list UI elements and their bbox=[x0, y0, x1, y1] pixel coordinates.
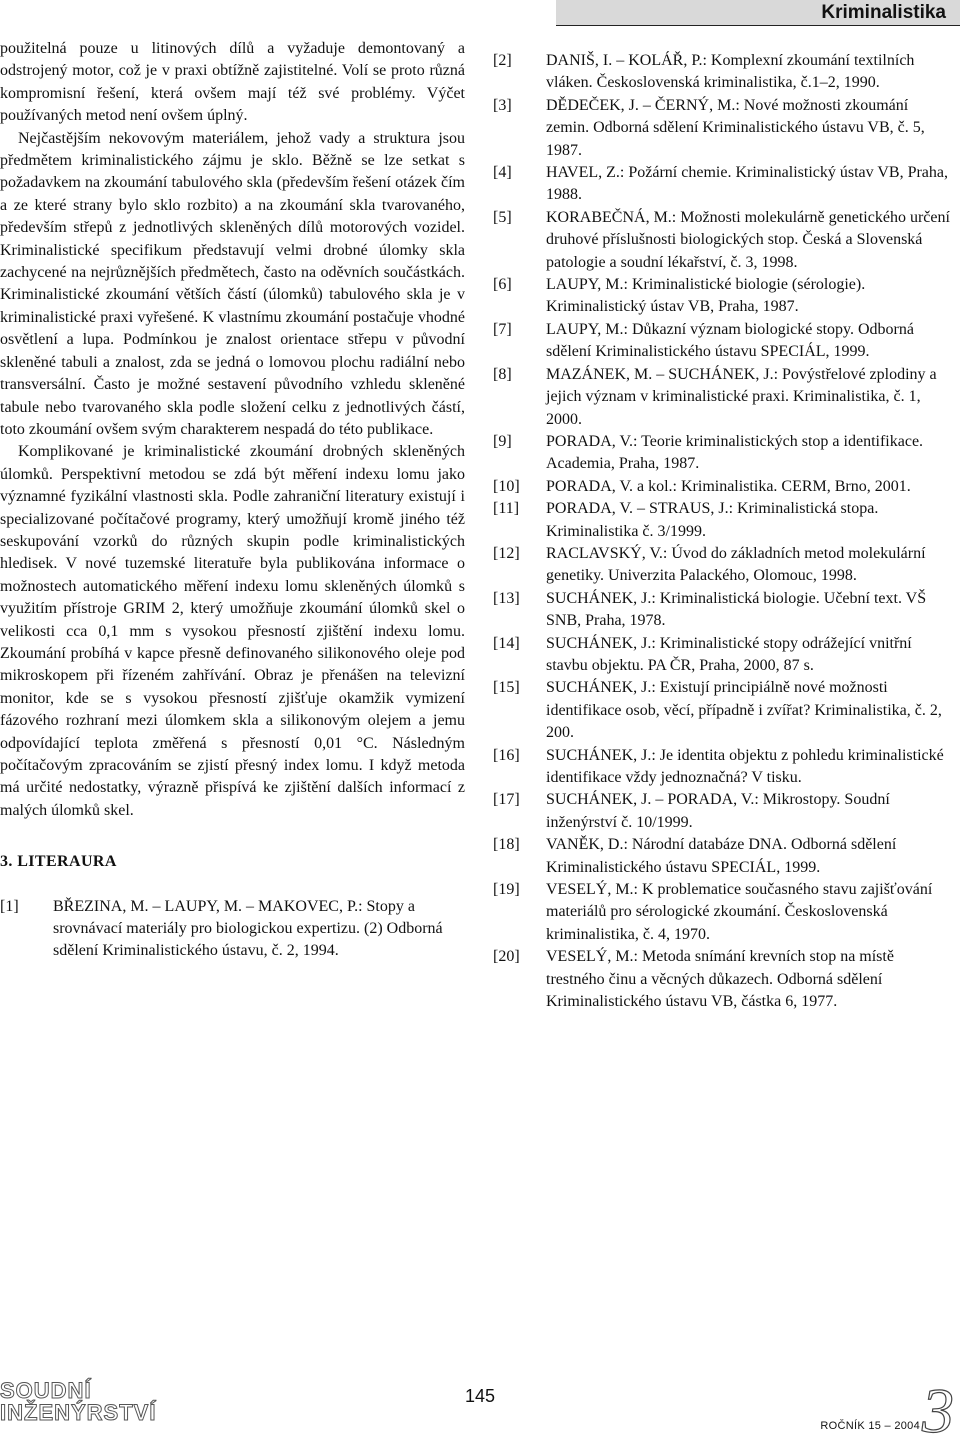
journal-logo bbox=[0, 1378, 157, 1425]
page-number: 145 bbox=[464, 1386, 496, 1406]
reference-text: SUCHÁNEK, J.: Kriminalistická biologie. Učební text. VŠ SNB, Praha, 1978. bbox=[546, 589, 927, 630]
reference-item bbox=[493, 834, 955, 879]
reference-text: BŘEZINA, M. – LAUPY, M. – MAKOVEC, P.: Stopy a srovnávací materiály pro biologickou expertizu. (2) Odborná sdělení Kriminalistického ústavu, č. 2, 1994. bbox=[53, 897, 443, 960]
reference-item bbox=[493, 789, 955, 834]
reference-number: [9] bbox=[493, 432, 512, 450]
reference-text: KORABEČNÁ, M.: Možnosti molekulárně genetického určení druhové příslušnosti biologických stop. Česká a Slovenská patologie a soudní lékařství, č. 3, 1998. bbox=[546, 208, 950, 271]
reference-text: SUCHÁNEK, J. – PORADA, V.: Mikrostopy. Soudní inženýrství č. 10/1999. bbox=[546, 791, 890, 831]
reference-text: PORADA, V.: Teorie kriminalistických stop a identifikace. Academia, Praha, 1987. bbox=[546, 432, 924, 473]
reference-text: DANIŠ, I. – KOLÁŘ, P.: Komplexní zkoumání textilních vláken. Československá kriminalistika, č.1–2, 1990. bbox=[546, 52, 915, 92]
reference-number: [1] bbox=[0, 897, 19, 915]
reference-number: [11] bbox=[493, 500, 520, 518]
reference-item bbox=[493, 633, 955, 678]
reference-item bbox=[493, 745, 955, 790]
reference-text: PORADA, V. – STRAUS, J.: Kriminalistická stopa. Kriminalistika č. 3/1999. bbox=[546, 500, 879, 540]
reference-number: [18] bbox=[493, 836, 520, 854]
reference-item bbox=[493, 879, 955, 946]
logo-line: SOUDNÍ bbox=[0, 1378, 92, 1403]
reference-item bbox=[493, 431, 955, 476]
issue-label: ROČNÍK 15 – 2004 bbox=[820, 1420, 920, 1432]
reference-item bbox=[493, 207, 955, 274]
reference-item bbox=[493, 162, 955, 207]
reference-number: [7] bbox=[493, 320, 512, 338]
reference-item bbox=[493, 588, 955, 633]
reference-text: SUCHÁNEK, J.: Kriminalistické stopy odrážející vnitřní stavbu objektu. PA ČR, Praha, 2000, 87 s. bbox=[546, 634, 912, 674]
reference-item bbox=[493, 498, 955, 543]
section-heading: 3. LITERAURA bbox=[0, 853, 117, 871]
reference-number: [8] bbox=[493, 365, 512, 383]
logo-line: INŽENÝRSTVÍ bbox=[0, 1400, 157, 1425]
reference-number: [10] bbox=[493, 477, 520, 495]
reference-number: [2] bbox=[493, 52, 512, 69]
reference-number: [19] bbox=[493, 881, 520, 899]
reference-text: DĚDEČEK, J. – ČERNÝ, M.: Nové možnosti zkoumání zemin. Odborná sdělení Kriminalistického ústavu VB, č. 5, 1987. bbox=[546, 96, 925, 159]
reference-text: MAZÁNEK, M. – SUCHÁNEK, J.: Povýstřelové zplodiny a jejich význam v kriminalistické praxi. Kriminalistika, č. 1, 2000. bbox=[546, 365, 937, 428]
reference-item bbox=[493, 50, 955, 95]
reference-item bbox=[493, 274, 955, 319]
reference-text: SUCHÁNEK, J.: Existují principiálně nové možnosti identifikace osob, věcí, případně i zvířat? Kriminalistika, č. 2, 200. bbox=[546, 679, 942, 742]
reference-item bbox=[493, 476, 955, 498]
reference-text: LAUPY, M.: Kriminalistické biologie (sérologie). Kriminalistický ústav VB, Praha, 1987. bbox=[546, 276, 866, 316]
header-title: Kriminalistika bbox=[556, 0, 960, 26]
reference-text: SUCHÁNEK, J.: Je identita objektu z pohledu kriminalistické identifikace vždy jednoznačná? V tisku. bbox=[546, 746, 944, 786]
reference-number: [20] bbox=[493, 948, 520, 966]
reference-item bbox=[0, 896, 465, 963]
reference-number: [3] bbox=[493, 96, 512, 114]
reference-text: RACLAVSKÝ, V.: Úvod do základních metod molekulární genetiky. Univerzita Palackého, Olomouc, 1998. bbox=[546, 544, 926, 585]
reference-item bbox=[493, 95, 955, 162]
reference-list bbox=[493, 50, 955, 1013]
reference-text: VANĚK, D.: Národní databáze DNA. Odborná sdělení Kriminalistického ústavu SPECIÁL, 1999. bbox=[546, 836, 897, 876]
issue-number: 3 bbox=[922, 1375, 954, 1446]
reference-item bbox=[493, 319, 955, 364]
reference-number: [13] bbox=[493, 589, 520, 607]
reference-item bbox=[493, 946, 955, 1013]
reference-text: VESELÝ, M.: K problematice současného stavu zajišťování materiálů pro sérologické zkoumání. Československá kriminalistika, č. 4, 1970. bbox=[546, 881, 933, 943]
body-paragraph: Komplikované je kriminalistické zkoumání drobných skleněných úlomků. Perspektivní metodou se zdá být měření indexu lomu jako významné fyzikální vlastnosti skla. Podle zahraniční literatury existují i specializované počítačové programy, který umožňují kromě jiného též seskupování vzorků do různých skupin podle kriminalistických hledisek. V nové tuzemské literatuře byla publikována informace o možnostech automatického měření indexu lomu skleněných úlomků s využitím přístroje GRIM 2, který umožňuje zkoumání úlomků skel o velikosti cca 0,1 mm s vysokou přesností zjištění indexu lomu. Zkoumání probíhá v kapce přesně definovaného silikonového oleje pod mikroskopem při řízeném zahřívání. Obraz je přenášen na televizní monitor, kde se s vysokou přesností zjišťuje okamžik vymizení fázového rozhraní mezi úlomkem skla a silikonovým olejem a jemu odpovídající teplota změřená s přesností 0,01 °C. Následným počítačovým zpracováním se zjistí přesný index lomu. I když metoda má určité nedostatky, výrazně přispívá ke zjištění dalších informací z malých úlomků skel. bbox=[0, 443, 465, 819]
reference-number: [12] bbox=[493, 544, 520, 562]
reference-item bbox=[493, 543, 955, 588]
reference-text: HAVEL, Z.: Požární chemie. Kriminalistický ústav VB, Praha, 1988. bbox=[546, 164, 949, 204]
reference-number: [16] bbox=[493, 746, 520, 764]
body-paragraph: Nejčastějším nekovovým materiálem, jehož vady a struktura jsou předmětem kriminalistického zájmu je sklo. Běžně se lze setkat s požadavkem na zkoumání tabulového skla (především řešení otázek čím a ze které strany bylo sklo rozbito) a na zkoumání skla tvarovaného, především střepů z jednotlivých skleněných dílů motorových vozidel. Kriminalistické specifikum představují velmi drobné úlomky skla zachycené na nejrůznějších předmětech, často na oděvních součástkách. Kriminalistické zkoumání větších částí (úlomků) tabulového skla je v kriminalistické praxi vyřešené. K vlastnímu zkoumání postačuje vhodné osvětlení a lupa. Podmínkou je znalost orientace střepu v původní skleněné tabuli a znalost, zda se jedná o lomovou plochu radiální nebo transversální. Často je možné sestavení původního vzhledu skleněné tabule nebo tvarovaného skla podle složení celku z jednotlivých částí, toto zkoumání ovšem svým charakterem nespadá do této publikace. bbox=[0, 129, 465, 438]
reference-number: [4] bbox=[493, 164, 512, 182]
reference-number: [6] bbox=[493, 276, 512, 294]
reference-number: [5] bbox=[493, 208, 512, 226]
reference-text: LAUPY, M.: Důkazní význam biologické stopy. Odborná sdělení Kriminalistického ústavu SPECIÁL, 1999. bbox=[546, 320, 914, 361]
reference-number: [14] bbox=[493, 634, 520, 652]
reference-number: [15] bbox=[493, 679, 520, 697]
reference-item bbox=[493, 364, 955, 431]
body-paragraph: použitelná pouze u litinových dílů a vyžaduje demontovaný a odstrojený motor, což je v praxi obtížně zajistitelné. Volí se proto různá kompromisní řešení, která ovšem mají též své problémy. Výčet používaných metod není ovšem úplný. bbox=[0, 40, 465, 125]
left-column bbox=[0, 38, 465, 963]
reference-text: PORADA, V. a kol.: Kriminalistika. CERM, Brno, 2001. bbox=[546, 477, 911, 495]
reference-number: [17] bbox=[493, 791, 520, 809]
reference-text: VESELÝ, M.: Metoda snímání krevních stop na místě trestného činu a věcných důkazech. Odborná sdělení Kriminalistického ústavu VB, částka 6, 1977. bbox=[546, 948, 894, 1011]
reference-item bbox=[493, 677, 955, 744]
